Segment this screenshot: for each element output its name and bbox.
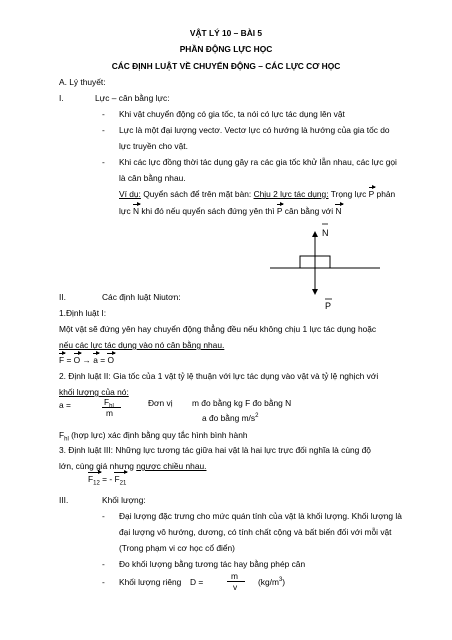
part1-bullet-2: Lực là một đại lượng vectơ. Vectơ lực có hướng là hướng của gia tốc do [119, 125, 390, 135]
part1-example-line2 [119, 206, 342, 217]
symbol-a: a [59, 400, 64, 410]
part2-title: Các định luật Niutơn: [102, 292, 181, 302]
law3-text-u: ngược chiều nhau. [136, 461, 207, 471]
law3-formula [88, 474, 126, 485]
subscript-12: 12 [93, 480, 100, 487]
subscript-21: 21 [119, 480, 127, 487]
part1-bullet-3-cont: là cân bằng nhau. [119, 173, 186, 183]
law1-text: Một vật sẽ đứng yên hay chuyển động thẳng đều nếu không chịu 1 lực tác dụng hoặc [59, 324, 377, 334]
symbol-f: F [88, 474, 94, 484]
bullet-dash: - [102, 511, 105, 521]
density-denominator: v [233, 582, 238, 592]
density-label: Khối lượng riêng [119, 577, 182, 587]
section-a-title: A. Lý thuyết: [59, 77, 106, 87]
doc-subtitle: PHẦN ĐỘNG LỰC HỌC [179, 44, 273, 54]
doc-title: VẬT LÝ 10 – BÀI 5 [189, 28, 263, 38]
superscript-3: 3 [278, 577, 283, 584]
part3-bullet-1-cont: đại lượng vô hướng, dương, có tính chất cộng và bất biến đối với mỗi vật [119, 527, 392, 537]
unit-a [202, 413, 258, 424]
symbol-f: F [104, 397, 110, 407]
density-unit [258, 577, 285, 588]
law2-lhs [59, 400, 71, 411]
law2-denominator: m [106, 408, 113, 418]
part3-number: III. [59, 495, 69, 505]
part1-example-line1 [119, 189, 395, 200]
symbol-f: F [59, 430, 65, 440]
unit-a-text: a đo bằng m/s [202, 413, 256, 423]
unit-close: ) [282, 577, 286, 587]
eq-sign: = - [99, 474, 115, 484]
doc-heading: CÁC ĐỊNH LUẬT VỀ CHUYỂN ĐỘNG – CÁC LỰC CƠ HỌC [111, 61, 341, 71]
vector-n: N [132, 206, 140, 216]
example-mid: Quyển sách để trên mặt bàn: [140, 189, 254, 199]
part1-title: Lực – cân bằng lực: [95, 93, 170, 103]
law2-note [59, 430, 248, 441]
example-line2-c: cân bằng với [282, 206, 336, 216]
law1-title: 1.Định luật I: [59, 308, 107, 318]
superscript-2: 2 [255, 413, 259, 420]
unit-label: Đơn vị [148, 398, 173, 408]
example-end: phản [374, 189, 396, 199]
force-diagram [270, 222, 380, 314]
part1-bullet-2-cont: lực truyền cho vật. [119, 141, 188, 151]
unit-text: (kg/m [258, 577, 279, 587]
example-line2-b: khi đó nếu quyển sách đứng yên thì [139, 206, 277, 216]
vector-o: O [107, 355, 114, 365]
density-numerator: m [231, 571, 238, 581]
symbol-f: F [114, 474, 120, 484]
eq-sign: = [64, 355, 74, 365]
law3-text: 3. Định luật III: Những lực tương tác giữa hai vật là hai lực trực đối nghĩa là cùng độ [59, 445, 371, 455]
bullet-dash: - [102, 157, 105, 167]
law1-formula [59, 355, 114, 366]
unit-m-f: m đo bằng kg F đo bằng N [192, 398, 292, 408]
label-p: P [325, 301, 332, 311]
eq-sign: = [63, 400, 71, 410]
part3-bullet-1-cont2: (Trong phạm vi cơ học cổ điển) [119, 543, 235, 553]
vector-n: N [335, 206, 342, 216]
law2-text-cont: khối lượng của nó: [59, 387, 129, 397]
part3-title: Khối lượng: [102, 495, 146, 505]
bullet-dash: - [102, 109, 105, 119]
example-rest: Trọng lực [328, 189, 369, 199]
eq-sign: = [97, 355, 108, 365]
law2-text: 2. Định luật II: Gia tốc của 1 vật tỷ lệ thuận với lực tác dụng vào vật và tỷ lệ nghịch với [59, 371, 379, 381]
bullet-dash: - [102, 125, 105, 135]
vector-o: O [73, 355, 81, 365]
part3-bullet-2: Đo khối lượng bằng tương tác hay bằng phép cân [119, 559, 306, 569]
vector-a: a [93, 355, 98, 365]
part1-bullet-3: Khi các lực đồng thời tác dụng gây ra các gia tốc khử lẫn nhau, các lực gọi [119, 157, 397, 167]
implies-arrow: → [80, 355, 94, 365]
example-underlined: Chịu 2 lực tác dụng: [253, 189, 329, 199]
subscript-hl: hl [64, 436, 69, 443]
part3-bullet-1: Đại lượng đặc trưng cho mức quán tính của vật là khối lượng. Khối lượng là [119, 511, 402, 521]
vector-f21 [114, 474, 126, 485]
law3-text-cont [59, 461, 206, 472]
part1-number: I. [59, 93, 64, 103]
density-d: D = [190, 577, 204, 587]
law1-text-cont: nếu các lực tác dụng vào nó cân bằng nhau. [59, 340, 225, 350]
part1-bullet-1: Khi vật chuyển động có gia tốc, ta nói có lực tác dụng lên vật [119, 109, 345, 119]
part2-number: II. [59, 292, 66, 302]
example-line2-a: lực [119, 206, 133, 216]
note-text: (hợp lực) xác định bằng quy tắc hình bình hành [68, 430, 248, 440]
bullet-dash: - [102, 577, 105, 587]
vector-f: F [59, 355, 65, 365]
law3-text-a: lớn, cùng giá nhưng [59, 461, 137, 471]
vector-f12 [88, 474, 100, 485]
vector-p: P [368, 189, 375, 199]
example-prefix: Ví dụ: [119, 189, 141, 199]
vector-p: P [276, 206, 283, 216]
label-n: N [322, 228, 329, 238]
bullet-dash: - [102, 559, 105, 569]
